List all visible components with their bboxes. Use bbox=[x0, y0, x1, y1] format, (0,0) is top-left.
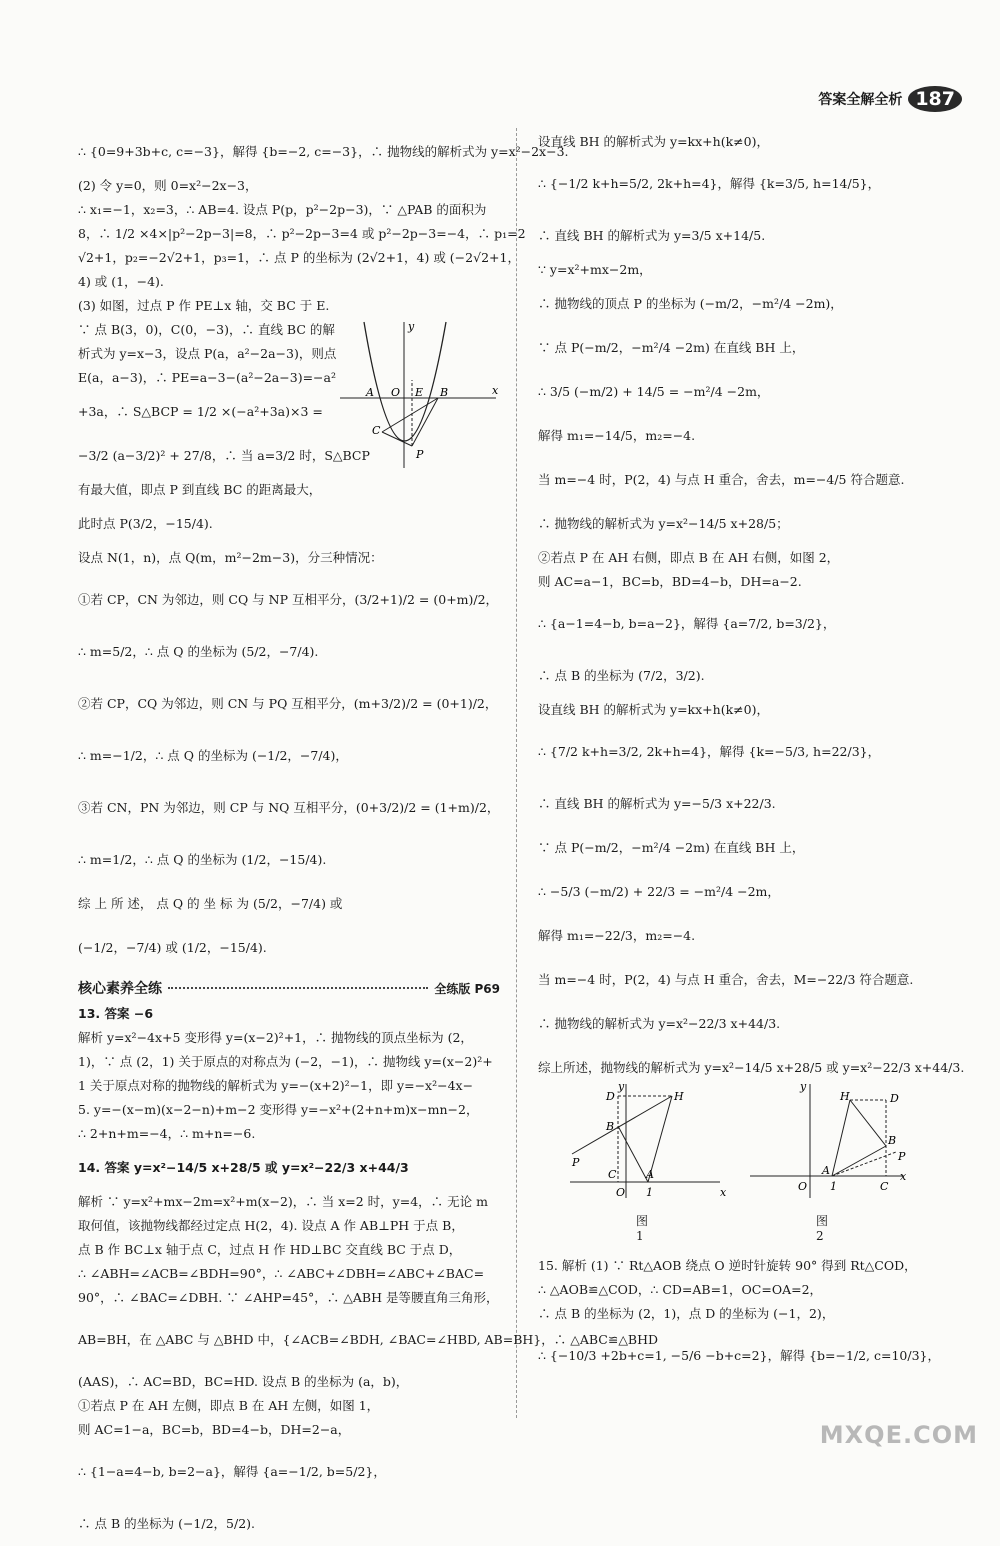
fig2-label-o: O bbox=[798, 1180, 808, 1193]
fig2-line-ab bbox=[832, 1146, 886, 1176]
solution-line: 设直线 BH 的解析式为 y=kx+h(k≠0)， bbox=[538, 702, 769, 717]
solution-line: 90°，∴ ∠BAC=∠DBH. ∵ ∠AHP=45°，∴ △ABH 是等腰直角三角形， bbox=[78, 1290, 499, 1305]
solution-line: ∴ m=5/2，∴ 点 Q 的坐标为 (5/2，−7/4). bbox=[78, 644, 319, 659]
solution-line: E(a，a−3)，∴ PE=a−3−(a²−2a−3)=−a² bbox=[78, 370, 336, 385]
solution-line: ∴ △AOB≌△COD，∴ CD=AB=1，OC=OA=2， bbox=[538, 1282, 823, 1297]
section-title: 核心素养全练 bbox=[78, 981, 162, 997]
solution-line: (2) 令 y=0，则 0=x²−2x−3， bbox=[78, 178, 258, 193]
solution-line: ∴ 2+n+m=−4，∴ m+n=−6. bbox=[78, 1126, 256, 1141]
solution-line: 1)，∵ 点 (2，1) 关于原点的对称点为 (−2，−1)，∴ 抛物线 y=(x−2)²+ bbox=[78, 1054, 493, 1069]
section-dots bbox=[168, 987, 428, 989]
fig2-line-ah bbox=[832, 1100, 850, 1176]
right-column bbox=[538, 130, 965, 1090]
label-o: O bbox=[391, 386, 401, 399]
fig2-label-h: H bbox=[840, 1090, 850, 1103]
solution-line: ∵ 点 B(3，0)，C(0，−3)，∴ 直线 BC 的解 bbox=[78, 322, 335, 337]
solution-line: 当 m=−4 时，P(2，4) 与点 H 重合，舍去，M=−22/3 符合题意. bbox=[538, 972, 914, 987]
page-number: 187 bbox=[908, 86, 962, 112]
line-pb bbox=[412, 398, 438, 446]
solution-line: 则 AC=1−a，BC=b，BD=4−b，DH=2−a， bbox=[78, 1422, 351, 1437]
figure-1 bbox=[560, 1080, 730, 1200]
solution-line: ∴ {0=9+3b+c, c=−3}，解得 {b=−2, c=−3}，∴ 抛物线的解析式为 y=x²−2x−3. bbox=[78, 144, 569, 159]
solution-line: 8，∴ 1/2 ×4×|p²−2p−3|=8，∴ p²−2p−3=4 或 p²−2p−3=−4，∴ p₁=2 bbox=[78, 226, 526, 241]
figure-1-caption: 图 1 bbox=[636, 1214, 649, 1243]
solution-line: ∴ {1−a=4−b, b=2−a}，解得 {a=−1/2, b=5/2}， bbox=[78, 1464, 386, 1479]
solution-line: ∴ 直线 BH 的解析式为 y=−5/3 x+22/3. bbox=[538, 796, 776, 811]
solution-line: (AAS)，∴ AC=BD，BC=HD. 设点 B 的坐标为 (a，b)， bbox=[78, 1374, 409, 1389]
solution-line: ③若 CN，PN 为邻边，则 CP 与 NQ 互相平分，(0+3/2)/2 = (1+m)/2， bbox=[78, 800, 500, 815]
solution-line: ∴ {a−1=4−b, b=a−2}，解得 {a=7/2, b=3/2}， bbox=[538, 616, 836, 631]
fig2-label-b: B bbox=[888, 1134, 897, 1147]
label-b: B bbox=[440, 386, 449, 399]
solution-line: 设直线 BH 的解析式为 y=kx+h(k≠0)， bbox=[538, 134, 769, 149]
fig1-label-d: D bbox=[606, 1090, 615, 1103]
solution-line: ∴ x₁=−1，x₂=3，∴ AB=4. 设点 P(p，p²−2p−3)，∵ △PAB 的面积为 bbox=[78, 202, 487, 217]
parabola-figure bbox=[338, 320, 503, 470]
solution-line: ∴ 点 B 的坐标为 (7/2，3/2). bbox=[538, 668, 705, 683]
figure-2-caption: 图 2 bbox=[816, 1214, 829, 1243]
solution-line: 取何值，该抛物线都经过定点 H(2，4). 设点 A 作 AB⊥PH 于点 B， bbox=[78, 1218, 464, 1233]
solution-line: ∵ 点 P(−m/2，−m²/4 −2m) 在直线 BH 上， bbox=[538, 340, 805, 355]
fig2-label-one: 1 bbox=[830, 1180, 837, 1193]
header-title: 答案全解全析 bbox=[818, 92, 903, 108]
solution-line: −3/2 (a−3/2)² + 27/8，∴ 当 a=3/2 时，S△BCP bbox=[78, 448, 370, 463]
fig2-line-hb bbox=[850, 1100, 886, 1146]
solution-line: ∴ m=1/2，∴ 点 Q 的坐标为 (1/2，−15/4). bbox=[78, 852, 327, 867]
solution-line: 解得 m₁=−22/3，m₂=−4. bbox=[538, 928, 696, 943]
fig1-label-x: x bbox=[720, 1186, 727, 1199]
fig2-label-p: P bbox=[898, 1150, 906, 1163]
solution-line: 此时点 P(3/2，−15/4). bbox=[78, 516, 213, 531]
line-cp bbox=[382, 432, 412, 446]
label-p: P bbox=[416, 448, 424, 461]
fig1-label-one: 1 bbox=[646, 1186, 653, 1199]
solution-line: 13. 答案 −6 bbox=[78, 1006, 154, 1021]
fig1-line-hp bbox=[572, 1096, 672, 1154]
solution-line: ∵ 点 P(−m/2，−m²/4 −2m) 在直线 BH 上， bbox=[538, 840, 805, 855]
fig1-label-y: y bbox=[618, 1080, 625, 1093]
label-x: x bbox=[492, 384, 499, 397]
solution-line: ∴ {−10/3 +2b+c=1, −5/6 −b+c=2}，解得 {b=−1/2, c=10/3}， bbox=[538, 1348, 941, 1363]
solution-line: 综 上 所 述， 点 Q 的 坐 标 为 (5/2，−7/4) 或 bbox=[78, 896, 343, 911]
label-e: E bbox=[415, 386, 424, 399]
solution-line: 综上所述，抛物线的解析式为 y=x²−14/5 x+28/5 或 y=x²−22/3 x+44/3. bbox=[538, 1060, 965, 1075]
solution-line: ∴ 抛物线的解析式为 y=x²−14/5 x+28/5； bbox=[538, 516, 789, 531]
fig1-label-b: B bbox=[606, 1120, 615, 1133]
solution-line: 解得 m₁=−14/5，m₂=−4. bbox=[538, 428, 696, 443]
label-y: y bbox=[408, 320, 415, 333]
section-header bbox=[78, 978, 500, 998]
solution-line: ∴ m=−1/2，∴ 点 Q 的坐标为 (−1/2，−7/4)， bbox=[78, 748, 348, 763]
fig1-label-c: C bbox=[608, 1168, 617, 1181]
solution-line: 解析 ∵ y=x²+mx−2m=x²+m(x−2)，∴ 当 x=2 时，y=4，∴ 无论 m bbox=[78, 1194, 488, 1209]
question-15 bbox=[538, 1254, 941, 1386]
line-bc bbox=[382, 398, 438, 432]
solution-line: ∴ 抛物线的解析式为 y=x²−22/3 x+44/3. bbox=[538, 1016, 781, 1031]
solution-line: +3a，∴ S△BCP = 1/2 ×(−a²+3a)×3 = bbox=[78, 404, 323, 419]
solution-line: 14. 答案 y=x²−14/5 x+28/5 或 y=x²−22/3 x+44/3 bbox=[78, 1160, 409, 1175]
solution-line: 点 B 作 BC⊥x 轴于点 C，过点 H 作 HD⊥BC 交直线 BC 于点 D， bbox=[78, 1242, 462, 1257]
solution-line: ∴ 直线 BH 的解析式为 y=3/5 x+14/5. bbox=[538, 228, 766, 243]
fig1-label-p: P bbox=[572, 1156, 580, 1169]
solution-line: ∴ ∠ABH=∠ACB=∠BDH=90°，∴ ∠ABC+∠DBH=∠ABC+∠BAC= bbox=[78, 1266, 485, 1281]
fig2-label-y: y bbox=[800, 1080, 807, 1093]
fig1-label-o: O bbox=[616, 1186, 626, 1199]
solution-line: (−1/2，−7/4) 或 (1/2，−15/4). bbox=[78, 940, 267, 955]
solution-line: 解析 y=x²−4x+5 变形得 y=(x−2)²+1，∴ 抛物线的顶点坐标为 (2， bbox=[78, 1030, 473, 1045]
fig1-label-a: A bbox=[646, 1168, 654, 1181]
section-ref: 全练版 P69 bbox=[434, 981, 500, 996]
solution-line: 析式为 y=x−3，设点 P(a，a²−2a−3)，则点 bbox=[78, 346, 337, 361]
fig2-label-c: C bbox=[880, 1180, 889, 1193]
fig2-label-d: D bbox=[890, 1092, 899, 1105]
solution-line: ∴ {7/2 k+h=3/2, 2k+h=4}，解得 {k=−5/3, h=22/3}， bbox=[538, 744, 881, 759]
solution-line: 1 关于原点对称的抛物线的解析式为 y=−(x+2)²−1，即 y=−x²−4x− bbox=[78, 1078, 474, 1093]
watermark: MXQE.COM bbox=[819, 1421, 978, 1449]
solution-line: ∵ y=x²+mx−2m， bbox=[538, 262, 652, 277]
solution-line: √2+1，p₂=−2√2+1，p₃=1，∴ 点 P 的坐标为 (2√2+1，4) 或 (−2√2+1， bbox=[78, 250, 520, 265]
label-a: A bbox=[366, 386, 374, 399]
solution-line: ∴ 点 B 的坐标为 (2，1)，点 D 的坐标为 (−1，2)， bbox=[538, 1306, 835, 1321]
column-divider bbox=[516, 128, 517, 1418]
solution-line: 当 m=−4 时，P(2，4) 与点 H 重合，舍去，m=−4/5 符合题意. bbox=[538, 472, 905, 487]
solution-line: ∴ 3/5 (−m/2) + 14/5 = −m²/4 −2m， bbox=[538, 384, 770, 399]
solution-line: ②若 CP，CQ 为邻边，则 CN 与 PQ 互相平分，(m+3/2)/2 = (0+1)/2， bbox=[78, 696, 498, 711]
solution-line: 4) 或 (1，−4). bbox=[78, 274, 164, 289]
solution-line: 5. y=−(x−m)(x−2−n)+m−2 变形得 y=−x²+(2+n+m)x−mn−2， bbox=[78, 1102, 479, 1117]
solution-line: ①若点 P 在 AH 左侧，即点 B 在 AH 左侧，如图 1， bbox=[78, 1398, 380, 1413]
solution-line: ②若点 P 在 AH 右侧，即点 B 在 AH 右侧，如图 2， bbox=[538, 550, 840, 565]
solution-line: ①若 CP，CN 为邻边，则 CQ 与 NP 互相平分，(3/2+1)/2 = (0+m)/2， bbox=[78, 592, 499, 607]
solution-line: 则 AC=a−1，BC=b，BD=4−b，DH=a−2. bbox=[538, 574, 802, 589]
page-header bbox=[818, 84, 962, 114]
solution-line: 有最大值，即点 P 到直线 BC 的距离最大， bbox=[78, 482, 322, 497]
fig1-label-h: H bbox=[674, 1090, 684, 1103]
solution-line: AB=BH，在 △ABC 与 △BHD 中，{∠ACB=∠BDH, ∠BAC=∠HBD, AB=BH}，∴ △ABC≌△BHD bbox=[78, 1332, 659, 1347]
solution-line: ∴ −5/3 (−m/2) + 22/3 = −m²/4 −2m， bbox=[538, 884, 780, 899]
fig1-line-ba bbox=[618, 1126, 648, 1182]
solution-line: ∴ 点 B 的坐标为 (−1/2，5/2). bbox=[78, 1516, 256, 1531]
solution-line: 15. 解析 (1) ∵ Rt△AOB 绕点 O 逆时针旋转 90° 得到 Rt△COD， bbox=[538, 1258, 917, 1273]
fig2-label-x: x bbox=[900, 1170, 907, 1183]
solution-line: 设点 N(1，n)，点 Q(m，m²−2m−3)，分三种情况： bbox=[78, 550, 383, 565]
label-c: C bbox=[372, 424, 381, 437]
solution-line: ∴ {−1/2 k+h=5/2, 2k+h=4}，解得 {k=3/5, h=14/5}， bbox=[538, 176, 881, 191]
figure-2 bbox=[744, 1080, 914, 1200]
solution-line: ∴ 抛物线的顶点 P 的坐标为 (−m/2，−m²/4 −2m)， bbox=[538, 296, 843, 311]
fig2-label-a: A bbox=[822, 1164, 830, 1177]
solution-line: (3) 如图，过点 P 作 PE⊥x 轴，交 BC 于 E. bbox=[78, 298, 330, 313]
